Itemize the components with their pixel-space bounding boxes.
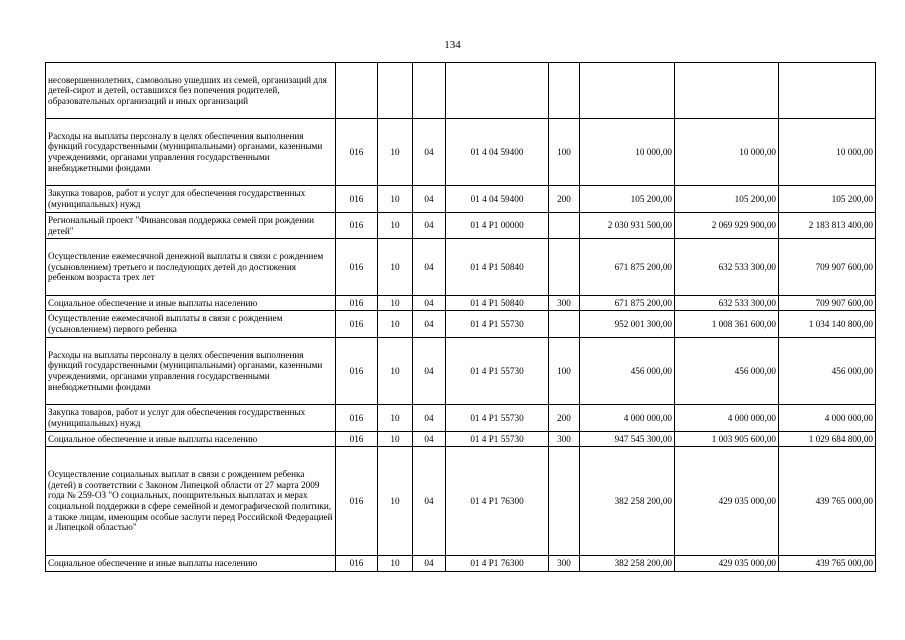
row-amount-year3: 439 765 000,00 [779, 556, 876, 572]
row-vr [549, 311, 580, 338]
row-amount-year1: 4 000 000,00 [580, 405, 675, 432]
row-rz: 10 [378, 213, 413, 239]
row-amount-year2: 632 533 300,00 [675, 239, 779, 296]
row-gr: 016 [336, 186, 378, 213]
row-vr [549, 447, 580, 556]
table-row [46, 338, 876, 405]
row-csr: 01 4 P1 00000 [446, 213, 549, 239]
row-amount-year2: 429 035 000,00 [675, 556, 779, 572]
row-rz [378, 63, 413, 119]
row-name: Закупка товаров, работ и услуг для обеспечения государственных (муниципальных) нужд [46, 405, 336, 432]
row-amount-year2: 105 200,00 [675, 186, 779, 213]
row-csr: 01 4 04 59400 [446, 186, 549, 213]
row-name: Региональный проект "Финансовая поддержка семей при рождении детей" [46, 213, 336, 239]
row-amount-year3: 10 000,00 [779, 119, 876, 186]
row-pr: 04 [413, 338, 446, 405]
table-row [46, 311, 876, 338]
row-amount-year2: 10 000,00 [675, 119, 779, 186]
row-vr: 200 [549, 186, 580, 213]
row-amount-year3: 709 907 600,00 [779, 239, 876, 296]
row-csr: 01 4 P1 55730 [446, 432, 549, 447]
table-row [46, 556, 876, 572]
row-vr [549, 213, 580, 239]
row-vr: 300 [549, 556, 580, 572]
row-gr: 016 [336, 447, 378, 556]
row-csr: 01 4 P1 50840 [446, 296, 549, 311]
row-amount-year1: 947 545 300,00 [580, 432, 675, 447]
table-row [46, 296, 876, 311]
row-vr: 100 [549, 119, 580, 186]
row-amount-year1: 105 200,00 [580, 186, 675, 213]
table-row [46, 405, 876, 432]
row-amount-year3: 439 765 000,00 [779, 447, 876, 556]
page-number: 134 [444, 39, 461, 51]
row-vr [549, 239, 580, 296]
row-gr [336, 63, 378, 119]
row-rz: 10 [378, 405, 413, 432]
row-amount-year3 [779, 63, 876, 119]
row-amount-year3: 1 029 684 800,00 [779, 432, 876, 447]
row-pr: 04 [413, 432, 446, 447]
row-amount-year1 [580, 63, 675, 119]
table-body [46, 63, 876, 572]
table-row [46, 63, 876, 119]
row-amount-year2: 1 008 361 600,00 [675, 311, 779, 338]
row-name: Социальное обеспечение и иные выплаты населению [46, 556, 336, 572]
row-csr: 01 4 P1 76300 [446, 447, 549, 556]
row-csr: 01 4 04 59400 [446, 119, 549, 186]
table-row [46, 213, 876, 239]
row-csr [446, 63, 549, 119]
row-vr: 300 [549, 432, 580, 447]
row-csr: 01 4 P1 50840 [446, 239, 549, 296]
row-pr: 04 [413, 311, 446, 338]
row-rz: 10 [378, 556, 413, 572]
row-amount-year1: 671 875 200,00 [580, 239, 675, 296]
row-name: Закупка товаров, работ и услуг для обеспечения государственных (муниципальных) нужд [46, 186, 336, 213]
row-gr: 016 [336, 311, 378, 338]
row-name: несовершеннолетних, самовольно ушедших из семей, организаций для детей-сирот и детей, оставшихся без попечения родителей, образовательных организаций и иных организаций [46, 63, 336, 119]
row-name: Расходы на выплаты персоналу в целях обеспечения выполнения функций государственными (муниципальными) органами, казенными учреждениями, органами управления государственными внебюджетными фондами [46, 119, 336, 186]
row-amount-year3: 2 183 813 400,00 [779, 213, 876, 239]
row-rz: 10 [378, 311, 413, 338]
row-name: Осуществление ежемесячной выплаты в связи с рождением (усыновлением) первого ребенка [46, 311, 336, 338]
row-pr: 04 [413, 296, 446, 311]
row-pr: 04 [413, 556, 446, 572]
row-gr: 016 [336, 213, 378, 239]
table-row [46, 239, 876, 296]
row-amount-year2: 1 003 905 600,00 [675, 432, 779, 447]
row-csr: 01 4 P1 55730 [446, 338, 549, 405]
row-name: Социальное обеспечение и иные выплаты населению [46, 296, 336, 311]
row-rz: 10 [378, 447, 413, 556]
row-amount-year2: 4 000 000,00 [675, 405, 779, 432]
row-vr: 100 [549, 338, 580, 405]
table-row [46, 119, 876, 186]
row-amount-year1: 952 001 300,00 [580, 311, 675, 338]
row-amount-year1: 456 000,00 [580, 338, 675, 405]
row-vr: 300 [549, 296, 580, 311]
row-gr: 016 [336, 338, 378, 405]
row-pr: 04 [413, 447, 446, 556]
row-amount-year1: 382 258 200,00 [580, 556, 675, 572]
row-amount-year2: 429 035 000,00 [675, 447, 779, 556]
row-amount-year3: 456 000,00 [779, 338, 876, 405]
row-rz: 10 [378, 119, 413, 186]
row-gr: 016 [336, 296, 378, 311]
row-amount-year2: 2 069 929 900,00 [675, 213, 779, 239]
row-gr: 016 [336, 556, 378, 572]
row-name: Расходы на выплаты персоналу в целях обеспечения выполнения функций государственными (муниципальными) органами, казенными учреждениями, органами управления государственными внебюджетными фондами [46, 338, 336, 405]
row-amount-year3: 105 200,00 [779, 186, 876, 213]
row-rz: 10 [378, 239, 413, 296]
row-vr: 200 [549, 405, 580, 432]
table-row [46, 186, 876, 213]
row-pr: 04 [413, 186, 446, 213]
row-gr: 016 [336, 432, 378, 447]
row-pr: 04 [413, 213, 446, 239]
row-amount-year1: 382 258 200,00 [580, 447, 675, 556]
row-csr: 01 4 P1 55730 [446, 311, 549, 338]
row-name: Осуществление социальных выплат в связи с рождением ребенка (детей) в соответствии с Законом Липецкой области от 27 марта 2009 года № 259-ОЗ "О социальных, поощрительных выплатах и мерах социальной поддержки в сфере семейной и демографической политики, а также лицам, имеющим особые заслуги перед Российской Федерацией и Липецкой областью" [46, 447, 336, 556]
row-pr: 04 [413, 239, 446, 296]
row-rz: 10 [378, 296, 413, 311]
budget-table [45, 62, 876, 572]
row-csr: 01 4 P1 55730 [446, 405, 549, 432]
row-amount-year1: 10 000,00 [580, 119, 675, 186]
row-gr: 016 [336, 119, 378, 186]
table-row [46, 447, 876, 556]
row-name: Осуществление ежемесячной денежной выплаты в связи с рождением (усыновлением) третьего и последующих детей до достижения ребенком возраста трех лет [46, 239, 336, 296]
row-pr [413, 63, 446, 119]
row-pr: 04 [413, 119, 446, 186]
row-gr: 016 [336, 405, 378, 432]
table-row [46, 432, 876, 447]
row-name: Социальное обеспечение и иные выплаты населению [46, 432, 336, 447]
row-pr: 04 [413, 405, 446, 432]
row-csr: 01 4 P1 76300 [446, 556, 549, 572]
row-amount-year1: 2 030 931 500,00 [580, 213, 675, 239]
row-gr: 016 [336, 239, 378, 296]
row-amount-year2 [675, 63, 779, 119]
row-amount-year2: 632 533 300,00 [675, 296, 779, 311]
row-amount-year3: 709 907 600,00 [779, 296, 876, 311]
row-rz: 10 [378, 432, 413, 447]
row-rz: 10 [378, 338, 413, 405]
row-amount-year2: 456 000,00 [675, 338, 779, 405]
row-amount-year3: 1 034 140 800,00 [779, 311, 876, 338]
row-rz: 10 [378, 186, 413, 213]
row-vr [549, 63, 580, 119]
row-amount-year1: 671 875 200,00 [580, 296, 675, 311]
row-amount-year3: 4 000 000,00 [779, 405, 876, 432]
